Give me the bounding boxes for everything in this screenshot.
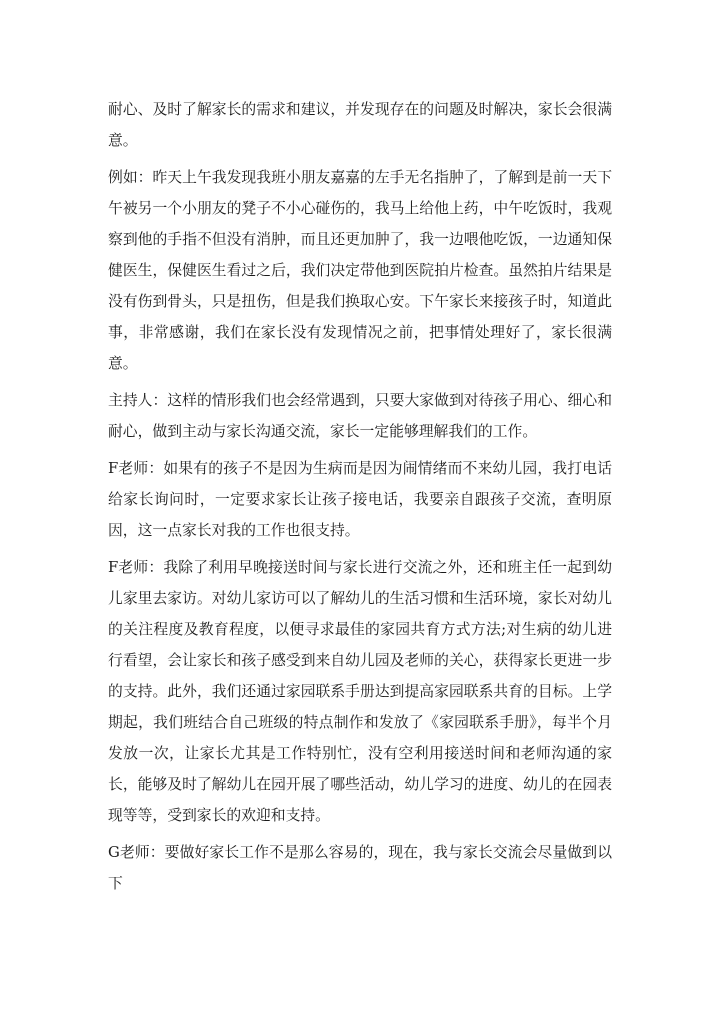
paragraph-teacher-f-visit: F老师：我除了利用早晚接送时间与家长进行交流之外，还和班主任一起到幼儿家里去家访。对幼儿家访可以了解幼儿的生活习惯和生活环境，家长对幼儿的关注程度及教育程度，以便寻求最佳的家园共育方式方法;对生病的幼儿进行看望，会让家长和孩子感受到来自幼儿园及老师的关心，获得家长更进一步的支持。此外，我们还通过家园联系手册达到提高家园联系共育的目标。上学期起，我们班结合自己班级的特点制作和发放了《家园联系手册》，每半个月发放一次，让家长尤其是工作特别忙，没有空利用接送时间和老师沟通的家长，能够及时了解幼儿在园开展了哪些活动，幼儿学习的进度、幼儿的在园表现等等，受到家长的欢迎和支持。 (108, 559, 612, 824)
paragraph-host-remark: 主持人：这样的情形我们也会经常遇到，只要大家做到对待孩子用心、细心和耐心，做到主动与家长沟通交流，家长一定能够理解我们的工作。 (108, 392, 612, 440)
paragraph-teacher-g: G老师：要做好家长工作不是那么容易的，现在，我与家长交流会尽量做到以下 (108, 844, 612, 892)
document-body (108, 94, 612, 899)
paragraph-satisfaction: 耐心、及时了解家长的需求和建议，并发现存在的问题及时解决，家长会很满意。 (108, 101, 612, 149)
paragraph-example: 例如：昨天上午我发现我班小朋友嘉嘉的左手无名指肿了，了解到是前一天下午被另一个小朋友的凳子不小心碰伤的，我马上给他上药，中午吃饭时，我观察到他的手指不但没有消肿，而且还更加肿了，我一边喂他吃饭，一边通知保健医生，保健医生看过之后，我们决定带他到医院拍片检查。虽然拍片结果是没有伤到骨头，只是扭伤，但是我们换取心安。下午家长来接孩子时，知道此事，非常感谢，我们在家长没有发现情况之前，把事情处理好了，家长很满意。 (108, 169, 612, 372)
paragraph-teacher-f-call: F老师：如果有的孩子不是因为生病而是因为闹情绪而不来幼儿园，我打电话给家长询问时，一定要求家长让孩子接电话，我要亲自跟孩子交流，查明原因，这一点家长对我的工作也很支持。 (108, 460, 612, 539)
